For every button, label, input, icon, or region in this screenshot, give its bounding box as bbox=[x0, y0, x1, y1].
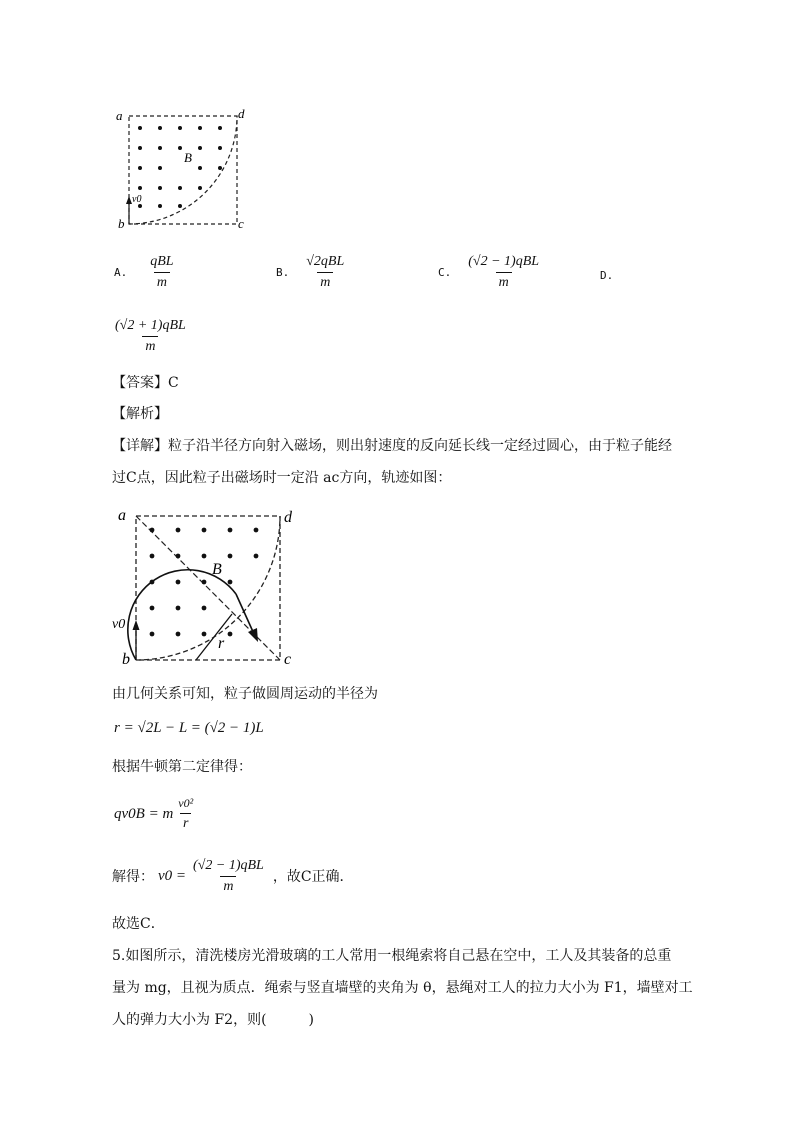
solve-suffix: ，故C正确． bbox=[272, 868, 354, 885]
analysis-title: 【解析】 bbox=[112, 406, 168, 422]
fig2-label-v0: v0 bbox=[112, 617, 126, 632]
choose-line: 故选C． bbox=[112, 916, 165, 932]
newton-eq-lhs: qv0B = m bbox=[114, 805, 174, 822]
fig1-label-B: B bbox=[184, 150, 192, 165]
newton-eq-num: v0² bbox=[178, 796, 194, 810]
newton-text: 根据牛顿第二定律得： bbox=[112, 759, 252, 775]
radius-equation: r = √2L − L = (√2 − 1)L bbox=[114, 720, 264, 736]
option-a-label: A. bbox=[114, 266, 128, 279]
answer-line: 【答案】C bbox=[112, 375, 179, 391]
option-c-label: C. bbox=[438, 266, 452, 279]
fig1-label-b: b bbox=[118, 216, 125, 231]
detail-line-2: 过C点，因此粒子出磁场时一定沿 ac方向，轨迹如图： bbox=[112, 470, 452, 486]
solve-prefix: 解得： bbox=[112, 868, 154, 885]
fig1-label-v0: v0 bbox=[132, 194, 142, 205]
solve-line bbox=[112, 858, 354, 895]
newton-eq-den: r bbox=[180, 813, 191, 832]
option-c[interactable] bbox=[438, 254, 542, 291]
solve-lhs: v0 = bbox=[158, 868, 187, 884]
figure-1 bbox=[112, 104, 252, 232]
solve-numerator: (√2 − 1)qBL bbox=[193, 858, 264, 873]
fig2-label-c: c bbox=[284, 651, 292, 668]
option-b[interactable] bbox=[276, 254, 347, 291]
fig1-label-d: d bbox=[238, 106, 245, 121]
figure-2 bbox=[108, 502, 308, 670]
option-d-numerator: (√2 + 1)qBL bbox=[115, 318, 186, 333]
option-a[interactable] bbox=[114, 254, 177, 291]
option-b-numerator: √2qBL bbox=[306, 254, 345, 269]
question-5-line-2: 量为 mg，且视为质点．绳索与竖直墙壁的夹角为 θ，悬绳对工人的拉力大小为 F1，墙壁对工 bbox=[112, 980, 693, 996]
fig1-label-c: c bbox=[238, 216, 244, 231]
option-d-label: D. bbox=[600, 269, 614, 282]
fig2-label-r: r bbox=[218, 635, 225, 652]
geometry-text: 由几何关系可知，粒子做圆周运动的半径为 bbox=[112, 686, 378, 702]
option-a-numerator: qBL bbox=[150, 254, 174, 269]
question-5-line-1: 5.如图所示，清洗楼房光滑玻璃的工人常用一根绳索将自己悬在空中，工人及其装备的总重 bbox=[112, 948, 672, 964]
fig2-label-B: B bbox=[212, 561, 222, 578]
option-b-label: B. bbox=[276, 266, 290, 279]
option-b-denominator: m bbox=[317, 272, 333, 291]
fig2-label-b: b bbox=[122, 651, 130, 668]
option-d[interactable] bbox=[112, 318, 189, 355]
newton-equation bbox=[114, 796, 196, 832]
solve-denominator: m bbox=[220, 876, 236, 895]
option-a-denominator: m bbox=[154, 272, 170, 291]
fig1-label-a: a bbox=[116, 108, 123, 123]
fig2-label-a: a bbox=[118, 507, 126, 524]
question-5-line-3: 人的弹力大小为 F2，则( ) bbox=[112, 1012, 314, 1028]
option-c-numerator: (√2 − 1)qBL bbox=[468, 254, 540, 269]
fig2-label-d: d bbox=[284, 509, 292, 526]
option-c-denominator: m bbox=[496, 272, 512, 291]
detail-line-1: 【详解】粒子沿半径方向射入磁场，则出射速度的反向延长线一定经过圆心，由于粒子能经 bbox=[112, 438, 672, 454]
option-d-denominator: m bbox=[142, 336, 158, 355]
option-d-label-wrap[interactable] bbox=[600, 264, 613, 283]
